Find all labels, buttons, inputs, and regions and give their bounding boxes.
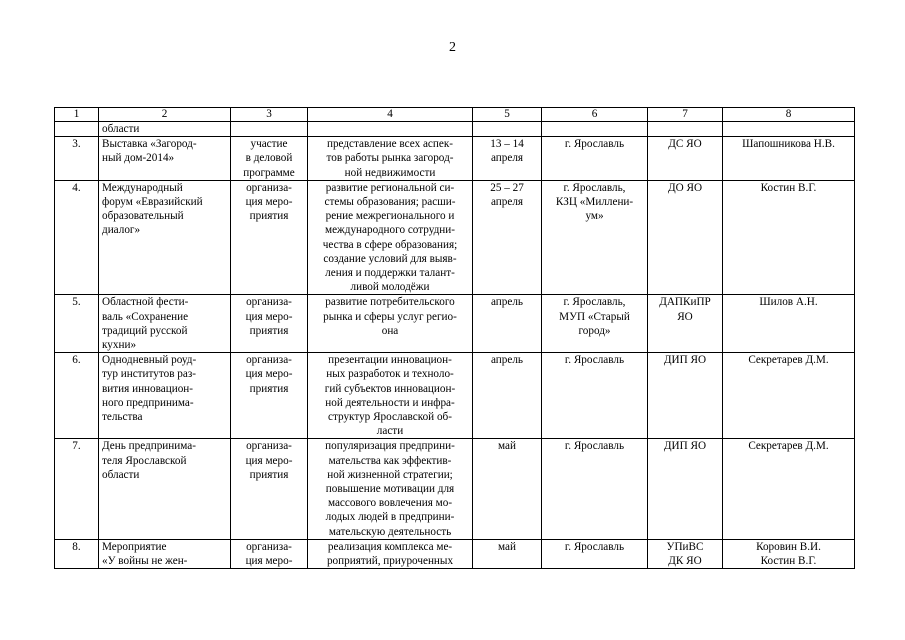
row-number: 3. bbox=[55, 137, 99, 181]
event-name: Мероприятие «У войны не жен- bbox=[99, 539, 231, 568]
row-number: 4. bbox=[55, 180, 99, 295]
responsible-person: Секретарев Д.М. bbox=[723, 439, 855, 539]
event-place: г. Ярославль, МУП «Старый город» bbox=[542, 295, 648, 353]
header-cell: 7 bbox=[648, 108, 723, 122]
header-cell: 8 bbox=[723, 108, 855, 122]
table-cell bbox=[542, 122, 648, 137]
event-goal: развитие потребительского рынка и сферы услуг регио- она bbox=[308, 295, 473, 353]
table-cell bbox=[648, 122, 723, 137]
event-name: День предпринима- теля Ярославской области bbox=[99, 439, 231, 539]
header-cell: 5 bbox=[473, 108, 542, 122]
event-goal: популяризация предприни- мательства как эффектив- ной жизненной стратегии; повышение мотивации для массового вовлечения мо- лодых людей в предприни- мательскую деятельность bbox=[308, 439, 473, 539]
table-row bbox=[55, 137, 855, 181]
table-cell: области bbox=[99, 122, 231, 137]
event-date: 25 – 27 апреля bbox=[473, 180, 542, 295]
event-goal: развитие региональной си- стемы образования; расши- рение межрегионального и международного сотрудни- чества в сфере образования; создание условий для выяв- ления и поддержки талант- ливой молодёжи bbox=[308, 180, 473, 295]
event-goal: презентации инновацион- ных разработок и техноло- гий субъектов инновацион- ной деятельности и инфра- структур Ярославской об- ласти bbox=[308, 353, 473, 439]
organizer: УПиВС ДК ЯО bbox=[648, 539, 723, 568]
header-cell: 4 bbox=[308, 108, 473, 122]
row-number: 6. bbox=[55, 353, 99, 439]
participation-form: организа- ция меро- приятия bbox=[231, 295, 308, 353]
participation-form: участие в деловой программе bbox=[231, 137, 308, 181]
event-place: г. Ярославль bbox=[542, 439, 648, 539]
event-goal: представление всех аспек- тов работы рынка загород- ной недвижимости bbox=[308, 137, 473, 181]
events-table bbox=[54, 107, 855, 569]
event-goal: реализация комплекса ме- роприятий, приуроченных bbox=[308, 539, 473, 568]
table-cell bbox=[723, 122, 855, 137]
event-date: май bbox=[473, 439, 542, 539]
participation-form: организа- ция меро- bbox=[231, 539, 308, 568]
organizer: ДО ЯО bbox=[648, 180, 723, 295]
responsible-person: Секретарев Д.М. bbox=[723, 353, 855, 439]
row-number: 5. bbox=[55, 295, 99, 353]
event-place: г. Ярославль bbox=[542, 137, 648, 181]
header-cell: 1 bbox=[55, 108, 99, 122]
event-name: Однодневный роуд- тур институтов раз- вития инновацион- ного предпринима- тельства bbox=[99, 353, 231, 439]
event-name: Областной фести- валь «Сохранение традиций русской кухни» bbox=[99, 295, 231, 353]
header-cell: 2 bbox=[99, 108, 231, 122]
participation-form: организа- ция меро- приятия bbox=[231, 439, 308, 539]
organizer: ДИП ЯО bbox=[648, 439, 723, 539]
event-date: апрель bbox=[473, 295, 542, 353]
table-body bbox=[55, 108, 855, 569]
table-header-row bbox=[55, 108, 855, 122]
organizer: ДАПКиПР ЯО bbox=[648, 295, 723, 353]
table-cell bbox=[231, 122, 308, 137]
organizer: ДИП ЯО bbox=[648, 353, 723, 439]
continuation-row bbox=[55, 122, 855, 137]
table-row bbox=[55, 439, 855, 539]
event-date: апрель bbox=[473, 353, 542, 439]
participation-form: организа- ция меро- приятия bbox=[231, 180, 308, 295]
responsible-person: Коровин В.И. Костин В.Г. bbox=[723, 539, 855, 568]
organizer: ДС ЯО bbox=[648, 137, 723, 181]
participation-form: организа- ция меро- приятия bbox=[231, 353, 308, 439]
event-place: г. Ярославль bbox=[542, 353, 648, 439]
event-date: май bbox=[473, 539, 542, 568]
header-cell: 3 bbox=[231, 108, 308, 122]
event-date: 13 – 14 апреля bbox=[473, 137, 542, 181]
table-row bbox=[55, 539, 855, 568]
table-cell bbox=[55, 122, 99, 137]
header-cell: 6 bbox=[542, 108, 648, 122]
responsible-person: Костин В.Г. bbox=[723, 180, 855, 295]
responsible-person: Шапошникова Н.В. bbox=[723, 137, 855, 181]
table-row bbox=[55, 353, 855, 439]
event-name: Выставка «Загород- ный дом-2014» bbox=[99, 137, 231, 181]
page-number: 2 bbox=[449, 40, 456, 55]
event-place: г. Ярославль, КЗЦ «Миллени- ум» bbox=[542, 180, 648, 295]
table-cell bbox=[473, 122, 542, 137]
table-cell bbox=[308, 122, 473, 137]
event-name: Международный форум «Евразийский образовательный диалог» bbox=[99, 180, 231, 295]
row-number: 8. bbox=[55, 539, 99, 568]
row-number: 7. bbox=[55, 439, 99, 539]
responsible-person: Шилов А.Н. bbox=[723, 295, 855, 353]
table-row bbox=[55, 295, 855, 353]
event-place: г. Ярославль bbox=[542, 539, 648, 568]
table-row bbox=[55, 180, 855, 295]
